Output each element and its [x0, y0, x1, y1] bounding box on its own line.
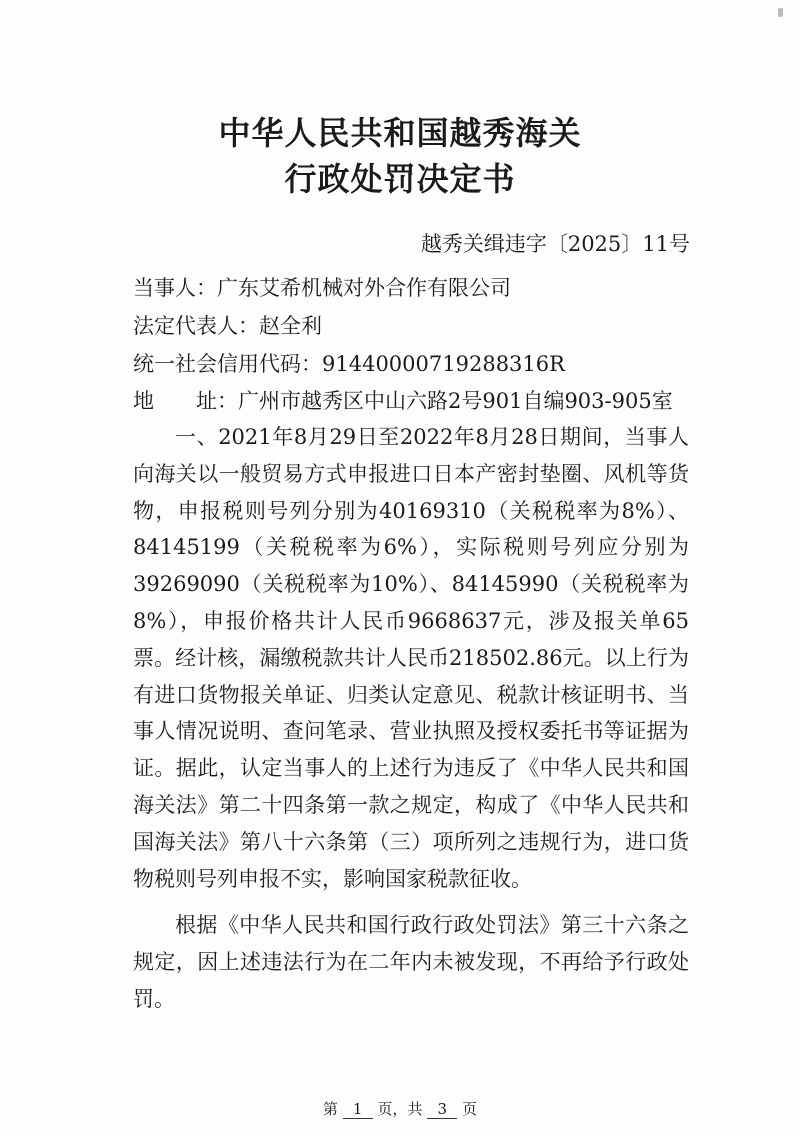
- address-label: 地 址: [133, 389, 217, 413]
- credit-code-field: [133, 348, 565, 378]
- address-value: 广州市越秀区中山六路2号901自编903-905室: [238, 389, 673, 413]
- footer-total-pages: 3: [427, 1100, 457, 1119]
- party-value: 广东艾希机械对外合作有限公司: [217, 276, 511, 300]
- document-title-line1: 中华人民共和国越秀海关: [218, 114, 582, 152]
- address-field: [133, 385, 673, 415]
- paragraph-decision: 根据《中华人民共和国行政行政处罚法》第三十六条之规定，因上述违法行为在二年内未被发现，不再给予行政处罚。: [133, 913, 689, 1011]
- document-title-line2: 行政处罚决定书: [284, 160, 516, 198]
- credit-code-value: 91440000719288316R: [322, 352, 565, 376]
- footer-prefix: 第: [322, 1100, 338, 1118]
- document-number: 越秀关缉违字〔2025〕11号: [420, 232, 690, 256]
- page-footer: [0, 1098, 800, 1119]
- party-field: [133, 272, 511, 302]
- credit-code-label: 统一社会信用代码：: [133, 352, 322, 376]
- address-colon: ：: [217, 389, 238, 413]
- legal-rep-field: [133, 310, 322, 340]
- paragraph-facts: 一、2021年8月29日至2022年8月28日期间，当事人向海关以一般贸易方式申报进口日本产密封垫圈、风机等货物，申报税则号列分别为40169310（关税税率为8%）、84145199（关税税率为6%），实际税则号列应分别为39269090（关税税率为10%）、84145990（关税税率为8%），申报价格共计人民币9668637元，涉及报关单65票。经计核，漏缴税款共计人民币218502.86元。以上行为有进口货物报关单证、归类认定意见、税款计核证明书、当事人情况说明、查问笔录、营业执照及授权委托书等证据为证。据此，认定当事人的上述行为违反了《中华人民共和国海关法》第二十四条第一款之规定，构成了《中华人民共和国海关法》第八十六条第（三）项所列之违规行为，进口货物税则号列申报不实，影响国家税款征收。: [133, 425, 689, 891]
- scan-mark: [778, 8, 783, 17]
- footer-middle: 页，共: [377, 1100, 423, 1118]
- legal-rep-label: 法定代表人：: [133, 314, 259, 338]
- party-label: 当事人：: [133, 276, 217, 300]
- legal-rep-value: 赵全利: [259, 314, 322, 338]
- footer-current-page: 1: [343, 1100, 373, 1119]
- footer-suffix: 页: [462, 1100, 478, 1118]
